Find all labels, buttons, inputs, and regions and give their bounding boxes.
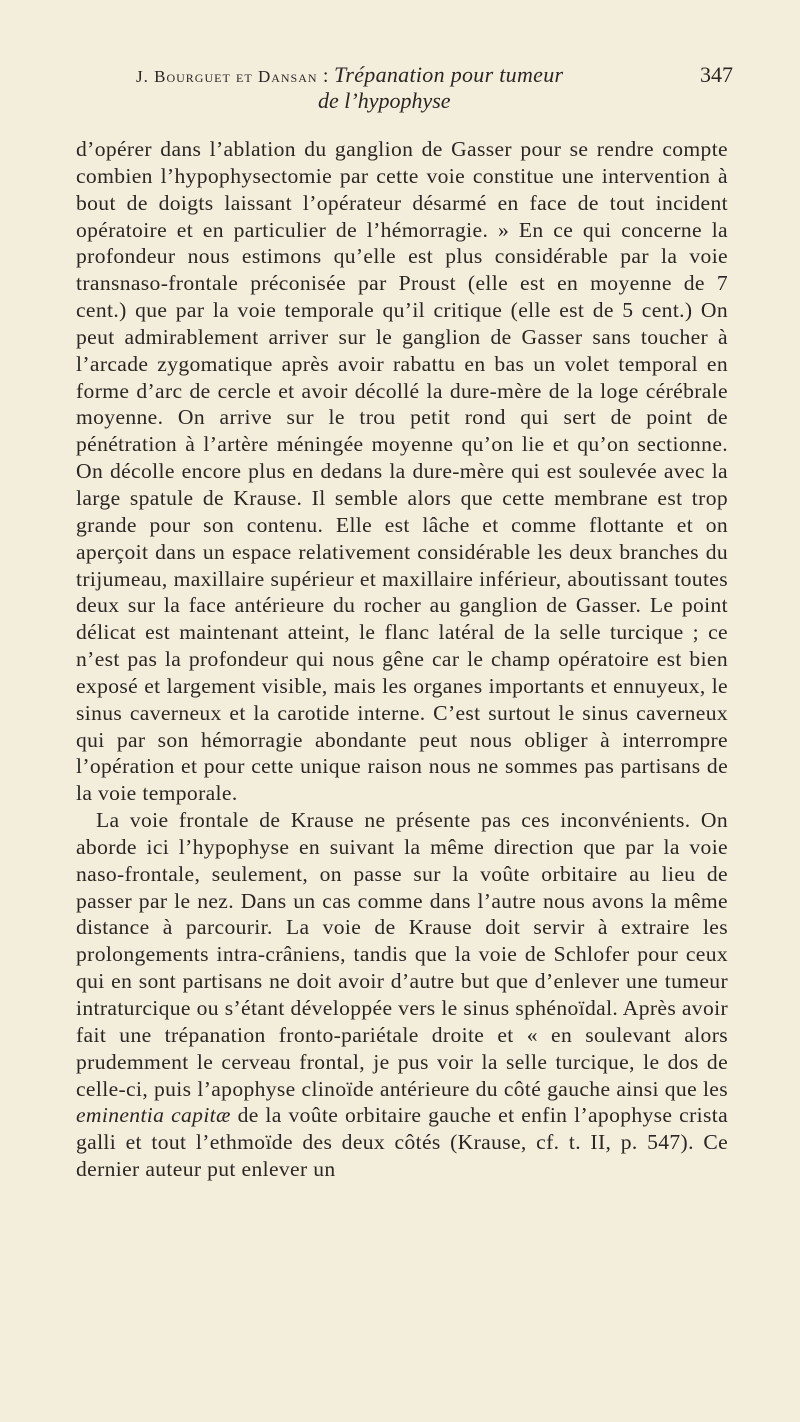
paragraph-2-part-2: de la voûte orbitaire gauche et enfin l’apophyse crista galli et tout l’ethmoïde des deux côtés (Krause, cf. t. II, p. 547). Ce dernier auteur put enlever un (76, 1103, 729, 1182)
running-head-authors: J. Bourguet et Dansan (136, 67, 318, 86)
running-head (136, 62, 563, 88)
running-head-subtitle: de l’hypophyse (318, 88, 451, 113)
running-head-separator: : (317, 65, 335, 87)
running-head-title: Trépanation pour tumeur (334, 62, 564, 87)
body-text (76, 136, 728, 1183)
paragraph-1: d’opérer dans l’ablation du ganglion de Gasser pour se rendre compte combien l’hypophysectomie par cette voie constitue une intervention à bout de doigts laissant l’opérateur désarmé en face de tout incident opératoire et en particulier de l’hémorragie. » En ce qui concerne la profondeur nous estimons qu’elle est plus considérable par la voie transnaso-frontale préconisée par Proust (elle est en moyenne de 7 cent.) que par la voie temporale qu’il critique (elle est de 5 cent.) On peut admirablement arriver sur le ganglion de Gasser sans toucher à l’arcade zygomatique après avoir rabattu en bas un volet temporal en forme d’arc de cercle et avoir décollé la dure-mère de la loge cérébrale moyenne. On arrive sur le trou petit rond qui sert de point de pénétration à l’artère méningée moyenne qu’on lie et qu’on sectionne. On décolle encore plus en dedans la dure-mère qui est soulevée avec la large spatule de Krause. Il semble alors que cette membrane est trop grande pour son contenu. Elle est lâche et comme flottante et on aperçoit dans un espace relativement considérable les deux branches du trijumeau, maxillaire supérieur et maxillaire inférieur, aboutissant toutes deux sur la face antérieure du rocher au ganglion de Gasser. Le point délicat est maintenant atteint, le flanc latéral de la selle turcique ; ce n’est pas la profondeur qui nous gêne car le champ opératoire est bien exposé et largement visible, mais les organes importants et ennuyeux, le sinus caverneux et la carotide interne. C’est surtout le sinus caverneux qui par son hémorragie abondante peut nous obliger à interrompre l’opération et pour cette unique raison nous ne sommes pas partisans de la voie temporale. (76, 137, 728, 806)
paragraph-2-part-1: La voie frontale de Krause ne présente pas ces inconvénients. On aborde ici l’hypophyse en suivant la même direction que par la voie naso-frontale, seulement, on passe sur la voûte orbitaire au lieu de passer par le nez. Dans un cas comme dans l’autre nous avons la même distance à parcourir. La voie de Krause doit servir à extraire les prolongements intra-crâniens, tandis que la voie de Schlofer pour ceux qui en sont partisans ne doit avoir d’autre but que d’enlever une tumeur intraturcique ou s’étant développée vers le sinus sphénoïdal. Après avoir fait une trépanation fronto-pariétale droite et « en soulevant alors prudemment le cerveau frontal, je pus voir la selle turcique, le dos de celle-ci, puis l’apophyse clinoïde antérieure du côté gauche ainsi que les (76, 808, 728, 1101)
paragraph-2 (76, 807, 728, 1183)
page-number: 347 (700, 62, 733, 87)
paragraph-2-italic-term: eminentia capitæ (76, 1103, 231, 1128)
